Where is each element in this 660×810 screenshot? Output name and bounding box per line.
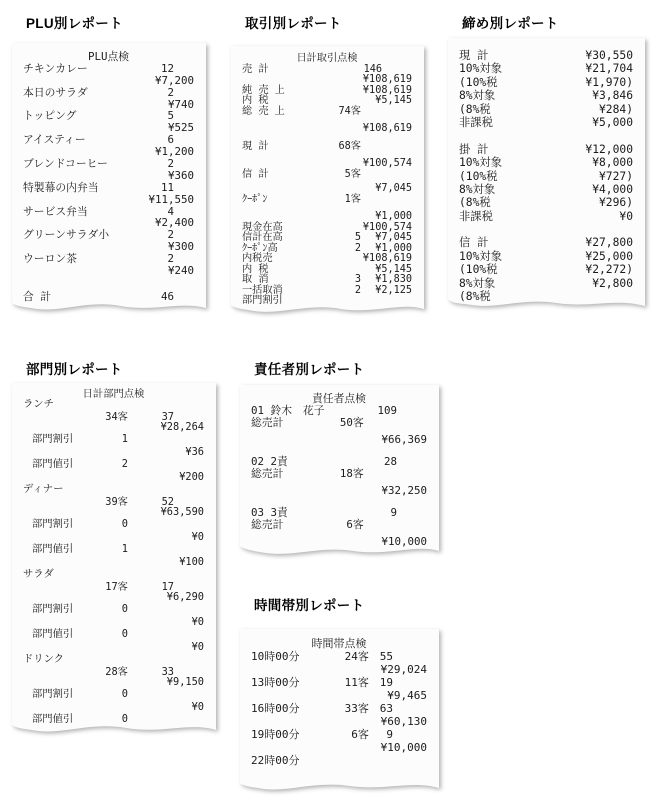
line-label: 01 鈴木 花子 <box>251 404 325 417</box>
line-amount: ¥1,200 <box>154 145 194 159</box>
receipt-paper <box>231 46 424 306</box>
receipt-paper-wrap <box>240 629 439 794</box>
line-amount: ¥0 <box>191 615 204 628</box>
line-quantity: 11 <box>160 180 174 194</box>
line-amount: ¥284) <box>598 102 633 116</box>
receipt-paper-wrap <box>12 43 206 314</box>
line-label: グリーンサラダ小 <box>23 228 110 242</box>
receipt-line <box>23 472 204 482</box>
receipt-line <box>23 507 204 517</box>
line-label: (8%税 <box>459 102 491 116</box>
receipt-line <box>242 124 412 135</box>
line-amount: ¥9,150 <box>166 675 204 688</box>
line-amount: ¥108,619 <box>362 74 412 85</box>
line-amount: ¥21,704 <box>585 62 633 76</box>
line-amount: ¥36 <box>185 445 204 458</box>
line-quantity: 37 <box>161 410 174 423</box>
line-amount: ¥60,130 <box>380 715 427 728</box>
receipt-lines <box>23 51 194 303</box>
line-label: ウーロン茶 <box>23 252 77 266</box>
report-title: PLU別レポート <box>26 16 123 31</box>
line-amount: ¥0 <box>191 530 204 543</box>
line-label: 8%対象 <box>459 89 496 103</box>
line-amount: ¥32,250 <box>381 484 427 497</box>
line-label: (10%税 <box>459 263 498 277</box>
line-customer-count: 68客 <box>338 140 361 152</box>
line-customer-count: 39客 <box>105 495 128 508</box>
receipt-line <box>242 75 412 86</box>
line-label: 取 消 <box>242 274 269 285</box>
report-title: 部門別レポート <box>26 362 123 377</box>
receipt-line <box>251 728 427 741</box>
header-text: PLU点検 <box>87 50 130 63</box>
line-amount: ¥100,574 <box>362 158 412 169</box>
line-label: ディナー <box>23 483 64 495</box>
line-amount: ¥9,465 <box>387 689 427 702</box>
receipt-line <box>23 447 204 457</box>
receipt-paper-wrap <box>12 383 216 736</box>
receipt-line <box>251 676 427 689</box>
line-customer-count: 11客 <box>344 676 369 689</box>
line-amount: ¥5,145 <box>375 263 412 275</box>
receipt-line <box>23 642 204 652</box>
line-label: (10%税 <box>459 169 498 183</box>
line-label: 総売計 <box>251 416 284 429</box>
receipt-line <box>459 236 633 249</box>
line-amount: ¥0 <box>191 640 204 653</box>
receipt-line <box>23 654 204 664</box>
line-label: トッピング <box>23 109 77 123</box>
line-amount: ¥2,800 <box>592 276 633 290</box>
line-label: 16時00分 <box>251 702 300 715</box>
line-customer-count: 17客 <box>105 580 128 593</box>
line-customer-count: 6客 <box>346 518 364 531</box>
line-label: 部門値引 <box>32 713 74 725</box>
line-label: アイスティー <box>23 133 86 147</box>
line-customer-count: 6客 <box>351 728 369 741</box>
line-label: サラダ <box>23 568 54 580</box>
line-customer-count: 2 <box>121 458 128 470</box>
line-amount: ¥296) <box>598 196 633 210</box>
line-amount: ¥108,619 <box>362 123 412 134</box>
line-label: 13時00分 <box>251 676 300 689</box>
line-amount: ¥108,619 <box>362 253 412 264</box>
receipt-lines <box>251 637 427 767</box>
line-quantity: 2 <box>167 85 174 99</box>
receipt-paper <box>240 629 439 779</box>
line-amount: ¥27,800 <box>585 236 633 250</box>
receipt-line <box>23 422 204 432</box>
receipt-line <box>23 702 204 712</box>
line-customer-count: 1 <box>121 543 128 555</box>
line-label: 純 売 上 <box>242 84 285 96</box>
receipt-line <box>23 412 204 422</box>
line-amount: ¥240 <box>167 264 194 278</box>
line-quantity: 28 <box>383 455 397 468</box>
line-customer-count: 0 <box>121 628 128 640</box>
line-amount: ¥10,000 <box>380 741 427 754</box>
line-label: ｸｰﾎﾟﾝ <box>242 193 268 205</box>
receipt-line <box>459 250 633 263</box>
receipt-line <box>459 156 633 169</box>
line-quantity: 109 <box>377 404 397 417</box>
line-customer-count: 5客 <box>344 168 361 180</box>
receipt-line <box>251 741 427 754</box>
line-label: 内 税 <box>242 263 269 275</box>
report-transaction <box>231 12 424 316</box>
receipt-line <box>459 76 633 89</box>
receipt-line <box>242 275 412 286</box>
line-customer-count: 0 <box>121 518 128 530</box>
line-label: 10%対象 <box>459 62 502 76</box>
line-label: 10%対象 <box>459 249 502 263</box>
line-quantity: 6 <box>167 133 174 147</box>
receipt-line <box>242 170 412 181</box>
line-amount: ¥3,846 <box>592 89 633 103</box>
line-customer-count: 1 <box>121 433 128 445</box>
line-amount: ¥1,000 <box>375 242 412 254</box>
line-customer-count: 24客 <box>344 650 369 663</box>
line-quantity: 12 <box>160 61 174 75</box>
receipt-line <box>459 210 633 223</box>
line-quantity: 19 <box>379 676 393 689</box>
receipt-line <box>242 107 412 118</box>
receipt-line <box>23 87 194 99</box>
receipt-line <box>23 569 204 579</box>
receipt-header <box>242 54 412 65</box>
line-label: 現 計 <box>242 140 269 152</box>
line-quantity: 9 <box>390 506 397 519</box>
receipt-line <box>23 484 204 494</box>
line-label: (8%税 <box>459 290 491 304</box>
line-label: 内税売 <box>242 253 273 264</box>
receipt-line <box>23 170 194 182</box>
line-label: 部門割引 <box>32 433 74 445</box>
line-quantity: 4 <box>167 204 174 218</box>
line-amount: ¥6,290 <box>166 590 204 603</box>
line-amount: ¥360 <box>167 168 194 182</box>
receipt-line <box>23 459 204 469</box>
line-amount: ¥5,145 <box>375 95 412 106</box>
line-amount: ¥740 <box>167 97 194 111</box>
line-quantity: 17 <box>161 580 174 593</box>
receipt-line <box>242 254 412 265</box>
line-quantity: 2 <box>167 157 174 171</box>
receipt-line <box>23 677 204 687</box>
line-customer-count: 2 <box>354 284 361 296</box>
receipt-line <box>242 296 412 307</box>
line-amount: ¥7,045 <box>375 232 412 243</box>
report-title: 取引別レポート <box>245 16 342 31</box>
receipt-line <box>459 183 633 196</box>
line-amount: ¥28,264 <box>160 420 204 433</box>
receipt-paper <box>448 38 645 304</box>
line-amount: ¥2,272) <box>585 263 633 277</box>
line-label: 総売計 <box>251 467 284 480</box>
receipt-line <box>251 715 427 728</box>
line-amount: ¥30,550 <box>585 49 633 62</box>
receipt-line <box>23 265 194 277</box>
line-label: 10%対象 <box>459 156 502 170</box>
receipt-line <box>242 159 412 170</box>
line-label: 部門割引 <box>32 603 74 615</box>
receipt-paper-wrap <box>448 38 645 311</box>
line-label: 部門値引 <box>32 543 74 555</box>
report-department <box>12 358 216 736</box>
line-amount: ¥2,125 <box>375 284 412 296</box>
line-label: 合 計 <box>23 289 52 303</box>
line-label: 8%対象 <box>459 182 496 196</box>
line-amount: ¥200 <box>179 470 204 483</box>
line-amount: ¥29,024 <box>380 663 427 676</box>
line-quantity: 2 <box>167 228 174 242</box>
line-label: 総 売 上 <box>242 105 285 117</box>
receipt-paper <box>12 43 206 303</box>
receipt-line <box>251 536 427 548</box>
line-customer-count: 0 <box>121 713 128 725</box>
report-title: 責任者別レポート <box>254 362 365 377</box>
line-quantity: 55 <box>379 650 393 663</box>
line-label: 22時00分 <box>251 754 300 767</box>
line-amount: ¥108,619 <box>362 84 412 96</box>
header-text: 日計部門点検 <box>82 388 145 400</box>
receipt-line <box>23 194 194 206</box>
receipt-line <box>459 223 633 236</box>
line-label: 内 税 <box>242 95 269 106</box>
receipt-paper <box>240 385 439 548</box>
receipt-line <box>459 89 633 102</box>
line-quantity: 52 <box>161 495 174 508</box>
line-label: 非課税 <box>459 209 493 223</box>
receipt-lines <box>242 54 412 307</box>
receipt-line <box>459 170 633 183</box>
line-amount: ¥8,000 <box>592 156 633 170</box>
line-amount: ¥25,000 <box>585 249 633 263</box>
receipt-line <box>23 604 204 614</box>
line-amount: ¥7,045 <box>375 183 412 194</box>
receipt-line <box>242 212 412 223</box>
line-label: ｸｰﾎﾟﾝ高 <box>242 242 278 254</box>
receipt-line <box>459 129 633 142</box>
receipt-line <box>242 96 412 107</box>
receipt-line <box>23 582 204 592</box>
line-label: 02 2責 <box>251 455 288 468</box>
line-label: ランチ <box>23 398 54 410</box>
receipt-line <box>251 650 427 663</box>
line-amount: ¥11,550 <box>148 192 194 206</box>
line-label: 10時00分 <box>251 650 300 663</box>
line-customer-count: 5 <box>354 232 361 243</box>
line-amount: ¥1,970) <box>585 75 633 89</box>
line-spacer <box>23 277 194 291</box>
line-customer-count: 2 <box>354 242 361 254</box>
line-amount: ¥5,000 <box>592 115 633 129</box>
receipt-line <box>251 519 427 531</box>
line-quantity: 46 <box>160 289 174 303</box>
line-quantity: 9 <box>386 728 393 741</box>
receipt-line <box>23 667 204 677</box>
line-customer-count: 50客 <box>339 416 364 429</box>
receipt-line <box>459 62 633 75</box>
line-amount: ¥0 <box>619 209 633 223</box>
line-label: サービス弁当 <box>23 204 88 218</box>
receipt-line <box>251 434 427 446</box>
line-amount: ¥300 <box>167 240 194 254</box>
receipt-line <box>242 142 412 153</box>
receipt-line <box>251 689 427 702</box>
receipt-line <box>23 629 204 639</box>
line-amount: ¥1,830 <box>375 274 412 285</box>
receipt-line <box>23 497 204 507</box>
line-label: 部門値引 <box>32 458 74 470</box>
receipt-line <box>242 233 412 244</box>
report-closing <box>448 12 645 311</box>
line-amount: ¥7,200 <box>154 73 194 87</box>
line-customer-count: 0 <box>121 603 128 615</box>
line-label: ドリンク <box>23 653 64 665</box>
line-amount: ¥66,369 <box>381 433 427 446</box>
header-text: 責任者点検 <box>312 392 366 405</box>
line-customer-count: 28客 <box>105 665 128 678</box>
receipt-line <box>23 557 204 567</box>
receipt-line <box>251 702 427 715</box>
line-customer-count: 1客 <box>344 193 361 205</box>
line-label: 部門値引 <box>32 628 74 640</box>
receipt-line <box>459 196 633 209</box>
line-amount: ¥1,000 <box>375 211 412 222</box>
line-amount: ¥2,400 <box>154 216 194 230</box>
header-text: 時間帯点検 <box>311 637 367 650</box>
receipt-torn-edge <box>240 778 439 794</box>
line-customer-count: 0 <box>121 688 128 700</box>
line-label: 非課税 <box>459 115 493 129</box>
line-amount: ¥12,000 <box>585 142 633 156</box>
receipt-line <box>23 519 204 529</box>
report-hourly <box>240 594 439 794</box>
receipt-line <box>242 184 412 195</box>
line-label: チキンカレー <box>23 61 88 75</box>
line-label: 部門割引 <box>242 295 283 306</box>
line-quantity: 33 <box>161 665 174 678</box>
line-label: 総売計 <box>251 518 284 531</box>
receipt-line <box>23 532 204 542</box>
line-label: 03 3責 <box>251 506 288 519</box>
report-plu <box>12 12 206 314</box>
receipt-lines <box>23 389 204 724</box>
receipt-lines <box>251 393 427 548</box>
receipt-line <box>251 417 427 429</box>
line-customer-count: 74客 <box>338 105 361 117</box>
line-label: (8%税 <box>459 196 491 210</box>
line-amount: ¥525 <box>167 121 194 135</box>
line-amount: ¥4,000 <box>592 182 633 196</box>
receipt-line <box>251 663 427 676</box>
receipt-line <box>23 434 204 444</box>
receipt-line <box>251 468 427 480</box>
line-label: 信計在高 <box>242 232 283 243</box>
receipt-paper <box>12 383 216 725</box>
receipt-line <box>23 714 204 724</box>
receipt-paper-wrap <box>240 385 439 558</box>
receipt-line <box>459 277 633 290</box>
line-quantity: 63 <box>379 702 393 715</box>
line-label: 本日のサラダ <box>23 85 88 99</box>
receipt-line <box>23 63 194 75</box>
line-label: 部門割引 <box>32 518 74 530</box>
line-amount: ¥10,000 <box>381 535 427 548</box>
receipt-line <box>459 290 633 303</box>
report-title: 締め別レポート <box>462 16 559 31</box>
line-quantity: 5 <box>167 109 174 123</box>
receipt-line <box>23 399 204 409</box>
line-amount: ¥63,590 <box>160 505 204 518</box>
line-amount: ¥0 <box>191 700 204 713</box>
line-label: 一括取消 <box>242 284 283 296</box>
receipt-line <box>251 754 427 767</box>
report-manager <box>240 358 439 558</box>
header-text: 日計取引点検 <box>296 53 358 64</box>
line-customer-count: 33客 <box>344 702 369 715</box>
receipt-line <box>23 617 204 627</box>
line-quantity: 146 <box>363 63 382 75</box>
line-label: (10%税 <box>459 75 498 89</box>
line-label: ブレンドコーヒー <box>23 157 108 171</box>
receipt-line <box>459 49 633 62</box>
line-label: 信 計 <box>242 168 269 180</box>
receipt-line <box>23 544 204 554</box>
line-customer-count: 34客 <box>105 410 128 423</box>
line-amount: ¥100 <box>179 555 204 568</box>
line-label: 掛 計 <box>459 142 489 156</box>
receipt-line <box>23 75 194 87</box>
line-label: 現金在高 <box>242 221 283 233</box>
receipt-lines <box>459 49 633 303</box>
line-customer-count: 18客 <box>339 467 364 480</box>
line-label: 8%対象 <box>459 276 496 290</box>
receipt-line <box>459 143 633 156</box>
receipt-line <box>242 195 412 206</box>
line-label: 19時00分 <box>251 728 300 741</box>
line-label: 特製幕の内弁当 <box>23 180 99 194</box>
receipt-paper-wrap <box>231 46 424 316</box>
line-quantity: 2 <box>167 252 174 266</box>
receipt-line <box>459 103 633 116</box>
receipt-line <box>23 689 204 699</box>
report-title: 時間帯別レポート <box>254 598 365 613</box>
receipt-line <box>23 291 194 303</box>
line-label: 現 計 <box>459 49 489 62</box>
receipt-header <box>251 637 427 650</box>
receipt-line <box>23 182 194 194</box>
line-label: 部門割引 <box>32 688 74 700</box>
line-customer-count: 3 <box>354 274 361 285</box>
line-amount: ¥727) <box>598 169 633 183</box>
receipt-line <box>459 116 633 129</box>
line-label: 信 計 <box>459 236 489 250</box>
receipt-line <box>23 592 204 602</box>
receipt-line <box>251 485 427 497</box>
line-label: 売 計 <box>242 63 269 75</box>
receipt-line <box>459 263 633 276</box>
line-amount: ¥100,574 <box>362 221 412 233</box>
